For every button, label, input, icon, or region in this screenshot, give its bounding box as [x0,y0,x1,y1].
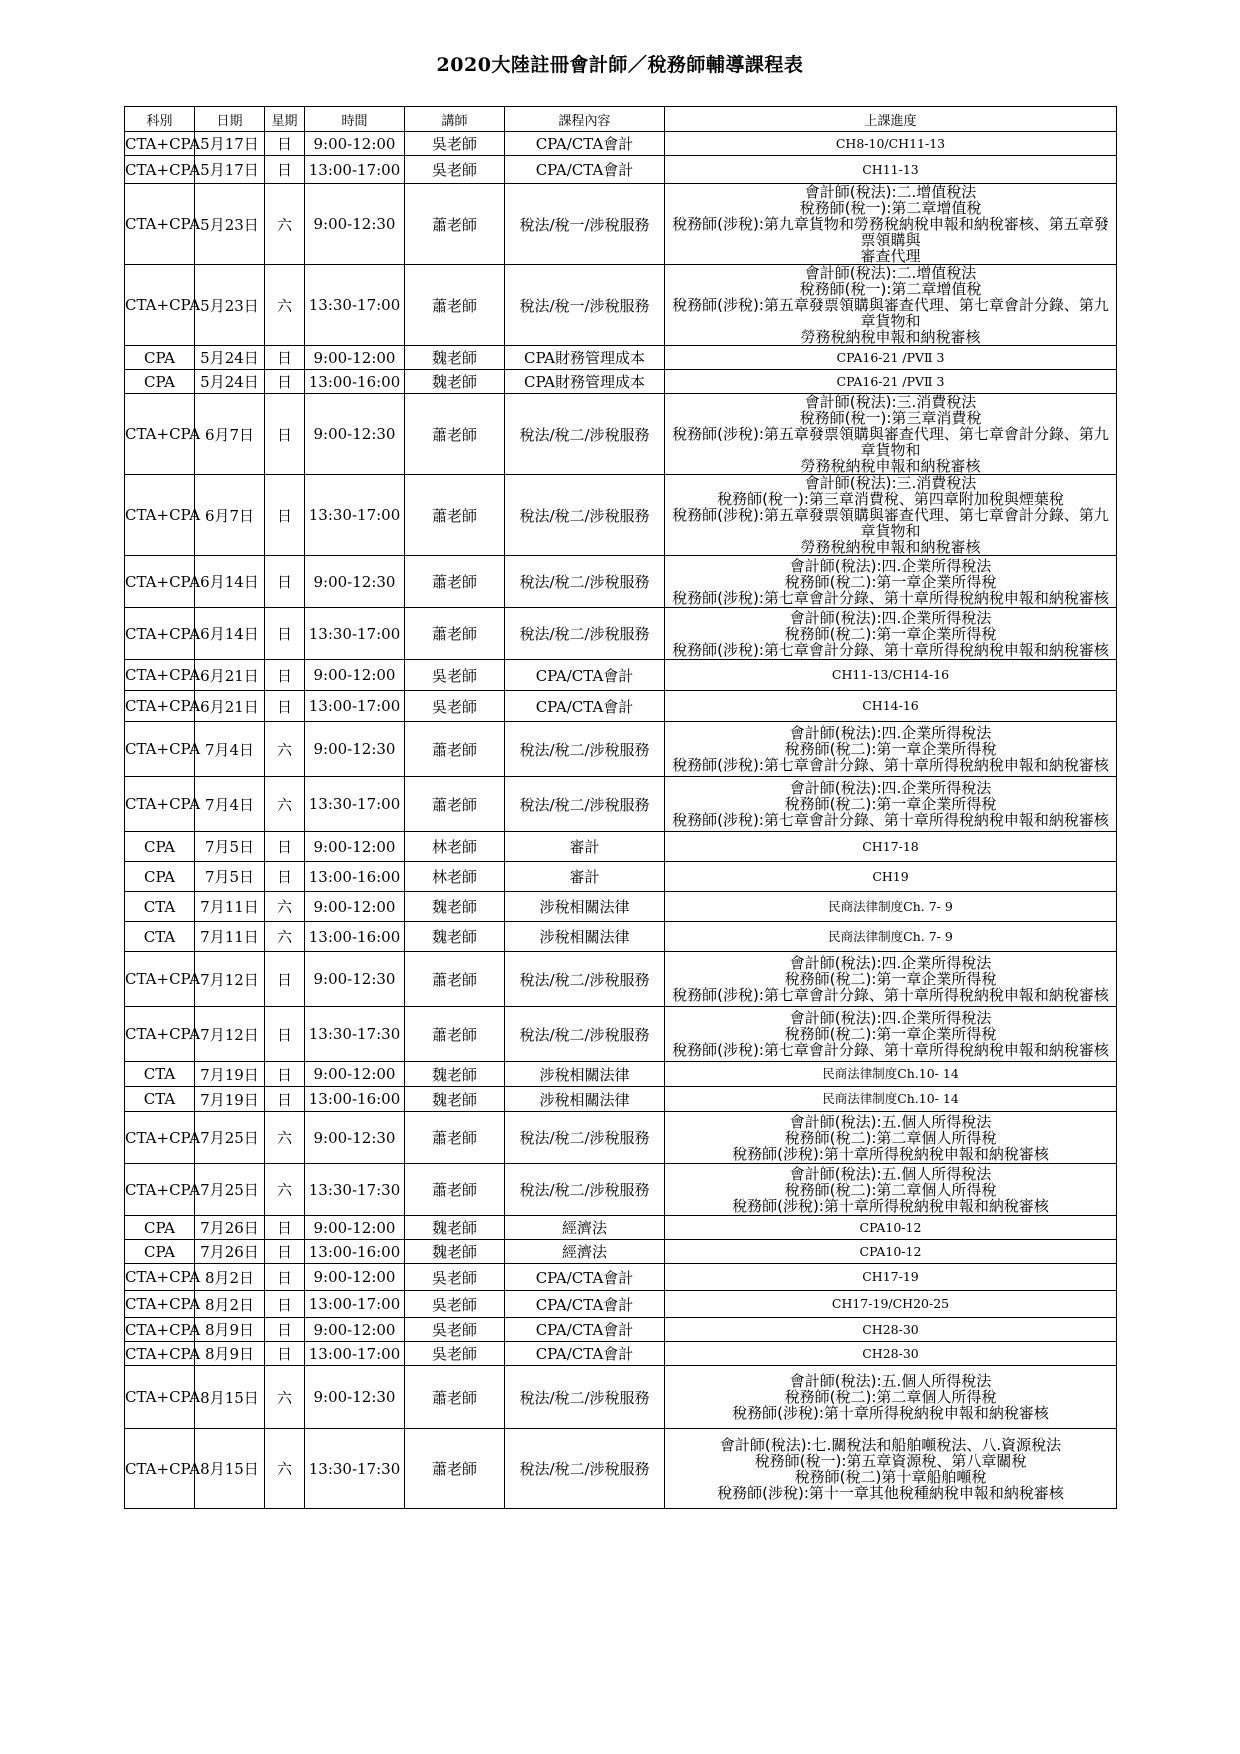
cell-time: 13:30-17:30 [305,1007,405,1062]
cell-weekday: 日 [265,862,305,892]
cell-date: 5月23日 [195,265,265,346]
cell-course: 稅法/稅二/涉稅服務 [505,394,665,475]
table-row [125,346,1117,370]
cell-date: 7月4日 [195,722,265,777]
cell-time: 13:00-17:00 [305,691,405,722]
cell-teacher: 魏老師 [405,346,505,370]
cell-course: 稅法/稅二/涉稅服務 [505,722,665,777]
cell-teacher: 蕭老師 [405,394,505,475]
cell-course: 涉稅相關法律 [505,1087,665,1112]
cell-teacher: 蕭老師 [405,1429,505,1509]
cell-course: CPA/CTA會計 [505,156,665,184]
cell-progress: 會計師(稅法):四.企業所得稅法 稅務師(稅二):第一章企業所得稅 稅務師(涉稅):第七章會計分錄、第十章所得稅納稅申報和納稅審核 [665,1007,1117,1062]
cell-date: 7月12日 [195,952,265,1007]
cell-date: 7月19日 [195,1087,265,1112]
cell-date: 5月24日 [195,370,265,394]
cell-weekday: 日 [265,1264,305,1291]
cell-course: 稅法/稅二/涉稅服務 [505,1007,665,1062]
cell-progress: CPA10-12 [665,1216,1117,1240]
cell-date: 7月5日 [195,862,265,892]
cell-weekday: 日 [265,1291,305,1318]
cell-subject: CTA+CPA [125,608,195,660]
cell-course: 稅法/稅二/涉稅服務 [505,777,665,832]
cell-subject: CPA [125,1216,195,1240]
cell-teacher: 魏老師 [405,1087,505,1112]
table-row [125,556,1117,608]
cell-weekday: 六 [265,265,305,346]
cell-teacher: 魏老師 [405,1062,505,1087]
cell-progress: 會計師(稅法):四.企業所得稅法 稅務師(稅二):第一章企業所得稅 稅務師(涉稅):第七章會計分錄、第十章所得稅納稅申報和納稅審核 [665,722,1117,777]
cell-course: 涉稅相關法律 [505,892,665,922]
cell-subject: CTA+CPA [125,660,195,691]
cell-progress: CPA10-12 [665,1240,1117,1264]
cell-teacher: 蕭老師 [405,608,505,660]
header-weekday: 星期 [265,107,305,132]
cell-subject: CTA+CPA [125,1112,195,1164]
cell-time: 13:30-17:00 [305,265,405,346]
cell-subject: CTA+CPA [125,1429,195,1509]
table-row [125,1087,1117,1112]
cell-date: 8月2日 [195,1291,265,1318]
cell-teacher: 魏老師 [405,1216,505,1240]
cell-date: 7月11日 [195,892,265,922]
cell-subject: CTA+CPA [125,556,195,608]
cell-time: 9:00-12:30 [305,184,405,265]
cell-date: 6月7日 [195,475,265,556]
cell-course: 審計 [505,832,665,862]
table-row [125,265,1117,346]
cell-time: 13:00-17:00 [305,156,405,184]
cell-course: 審計 [505,862,665,892]
cell-weekday: 六 [265,1366,305,1429]
cell-teacher: 吳老師 [405,1264,505,1291]
table-row [125,1264,1117,1291]
cell-weekday: 日 [265,475,305,556]
cell-teacher: 蕭老師 [405,184,505,265]
cell-weekday: 日 [265,1318,305,1342]
cell-time: 9:00-12:00 [305,1318,405,1342]
cell-progress: CH17-19/CH20-25 [665,1291,1117,1318]
cell-subject: CTA+CPA [125,156,195,184]
cell-time: 9:00-12:30 [305,952,405,1007]
cell-date: 6月7日 [195,394,265,475]
table-row [125,952,1117,1007]
cell-subject: CTA [125,1062,195,1087]
cell-date: 5月24日 [195,346,265,370]
cell-time: 9:00-12:30 [305,1112,405,1164]
cell-subject: CPA [125,1240,195,1264]
cell-subject: CTA+CPA [125,1007,195,1062]
cell-time: 13:00-16:00 [305,1087,405,1112]
page-title: 2020大陸註冊會計師／稅務師輔導課程表 [436,54,804,76]
cell-date: 6月21日 [195,660,265,691]
cell-course: 稅法/稅一/涉稅服務 [505,184,665,265]
cell-time: 13:30-17:30 [305,1164,405,1216]
cell-progress: 民商法律制度Ch. 7- 9 [665,892,1117,922]
cell-subject: CTA [125,922,195,952]
cell-subject: CTA+CPA [125,722,195,777]
cell-teacher: 魏老師 [405,922,505,952]
cell-weekday: 日 [265,952,305,1007]
cell-time: 13:30-17:00 [305,475,405,556]
table-row [125,1062,1117,1087]
cell-date: 7月11日 [195,922,265,952]
cell-subject: CTA [125,1087,195,1112]
cell-weekday: 六 [265,1164,305,1216]
cell-progress: CH11-13/CH14-16 [665,660,1117,691]
cell-weekday: 日 [265,394,305,475]
cell-time: 9:00-12:00 [305,346,405,370]
cell-weekday: 日 [265,1216,305,1240]
cell-time: 9:00-12:00 [305,132,405,156]
cell-teacher: 蕭老師 [405,722,505,777]
cell-course: CPA/CTA會計 [505,1291,665,1318]
cell-progress: 會計師(稅法):五.個人所得稅法 稅務師(稅二):第二章個人所得稅 稅務師(涉稅):第十章所得稅納稅申報和納稅審核 [665,1366,1117,1429]
cell-time: 13:00-16:00 [305,1240,405,1264]
cell-time: 9:00-12:00 [305,832,405,862]
cell-weekday: 日 [265,1062,305,1087]
cell-subject: CTA+CPA [125,394,195,475]
table-row [125,1291,1117,1318]
header-date: 日期 [195,107,265,132]
cell-course: 經濟法 [505,1216,665,1240]
cell-weekday: 日 [265,691,305,722]
cell-subject: CPA [125,370,195,394]
cell-time: 13:30-17:00 [305,777,405,832]
cell-time: 9:00-12:00 [305,1062,405,1087]
cell-subject: CTA+CPA [125,691,195,722]
cell-teacher: 吳老師 [405,156,505,184]
cell-course: CPA/CTA會計 [505,1318,665,1342]
cell-subject: CTA+CPA [125,1366,195,1429]
cell-weekday: 日 [265,132,305,156]
table-row [125,922,1117,952]
table-row [125,370,1117,394]
table-row [125,722,1117,777]
cell-date: 8月2日 [195,1264,265,1291]
cell-progress: CPA16-21 /PVⅡ 3 [665,370,1117,394]
cell-time: 13:00-16:00 [305,922,405,952]
cell-course: CPA/CTA會計 [505,691,665,722]
schedule-body [125,132,1117,1509]
cell-time: 9:00-12:30 [305,1366,405,1429]
table-row [125,892,1117,922]
cell-weekday: 六 [265,722,305,777]
header-time: 時間 [305,107,405,132]
cell-progress: 民商法律制度Ch.10- 14 [665,1087,1117,1112]
cell-date: 7月26日 [195,1240,265,1264]
cell-teacher: 吳老師 [405,691,505,722]
header-course: 課程內容 [505,107,665,132]
cell-teacher: 蕭老師 [405,556,505,608]
cell-progress: 會計師(稅法):五.個人所得稅法 稅務師(稅二):第二章個人所得稅 稅務師(涉稅):第十章所得稅納稅申報和納稅審核 [665,1164,1117,1216]
table-row [125,832,1117,862]
cell-course: CPA財務管理成本 [505,370,665,394]
cell-date: 7月25日 [195,1112,265,1164]
cell-weekday: 六 [265,184,305,265]
schedule-table [124,106,1117,1509]
cell-progress: 民商法律制度Ch. 7- 9 [665,922,1117,952]
header-teacher: 講師 [405,107,505,132]
table-row [125,394,1117,475]
table-row [125,1240,1117,1264]
cell-course: CPA/CTA會計 [505,1264,665,1291]
cell-subject: CTA+CPA [125,1164,195,1216]
cell-course: CPA/CTA會計 [505,132,665,156]
cell-course: 稅法/稅二/涉稅服務 [505,1112,665,1164]
cell-course: CPA/CTA會計 [505,1342,665,1366]
cell-weekday: 日 [265,1342,305,1366]
header-row [125,107,1117,132]
cell-time: 9:00-12:30 [305,394,405,475]
cell-teacher: 蕭老師 [405,1164,505,1216]
cell-date: 7月26日 [195,1216,265,1240]
cell-subject: CTA+CPA [125,1291,195,1318]
cell-weekday: 六 [265,1112,305,1164]
cell-course: 稅法/稅一/涉稅服務 [505,265,665,346]
cell-teacher: 魏老師 [405,1240,505,1264]
table-row [125,1342,1117,1366]
cell-subject: CPA [125,346,195,370]
cell-teacher: 蕭老師 [405,952,505,1007]
table-row [125,1112,1117,1164]
cell-subject: CTA+CPA [125,1318,195,1342]
cell-course: 稅法/稅二/涉稅服務 [505,952,665,1007]
cell-date: 7月25日 [195,1164,265,1216]
cell-weekday: 六 [265,777,305,832]
cell-date: 5月23日 [195,184,265,265]
cell-progress: 會計師(稅法):四.企業所得稅法 稅務師(稅二):第一章企業所得稅 稅務師(涉稅):第七章會計分錄、第十章所得稅納稅申報和納稅審核 [665,608,1117,660]
cell-progress: 民商法律制度Ch.10- 14 [665,1062,1117,1087]
cell-time: 9:00-12:00 [305,1264,405,1291]
table-row [125,777,1117,832]
cell-course: 稅法/稅二/涉稅服務 [505,1429,665,1509]
cell-date: 8月15日 [195,1429,265,1509]
cell-subject: CPA [125,862,195,892]
cell-time: 13:30-17:00 [305,608,405,660]
cell-progress: CH19 [665,862,1117,892]
cell-time: 9:00-12:00 [305,892,405,922]
cell-progress: 會計師(稅法):七.關稅法和船舶噸稅法、八.資源稅法 稅務師(稅一):第五章資源稅、第八章關稅 稅務師(稅二)第十章船舶噸稅 稅務師(涉稅):第十一章其他稅種納稅申報和納稅審核 [665,1429,1117,1509]
cell-teacher: 蕭老師 [405,265,505,346]
cell-weekday: 日 [265,1240,305,1264]
cell-date: 6月14日 [195,556,265,608]
cell-date: 6月14日 [195,608,265,660]
cell-time: 9:00-12:30 [305,556,405,608]
cell-time: 13:00-16:00 [305,370,405,394]
cell-weekday: 日 [265,156,305,184]
cell-progress: CH14-16 [665,691,1117,722]
header-subject: 科別 [125,107,195,132]
cell-weekday: 日 [265,660,305,691]
table-row [125,660,1117,691]
cell-weekday: 日 [265,1007,305,1062]
cell-time: 13:30-17:30 [305,1429,405,1509]
cell-progress: CPA16-21 /PVⅡ 3 [665,346,1117,370]
cell-teacher: 吳老師 [405,1342,505,1366]
cell-teacher: 吳老師 [405,1318,505,1342]
cell-time: 13:00-16:00 [305,862,405,892]
cell-course: 涉稅相關法律 [505,1062,665,1087]
cell-teacher: 蕭老師 [405,777,505,832]
cell-course: 稅法/稅二/涉稅服務 [505,556,665,608]
cell-weekday: 日 [265,370,305,394]
cell-progress: CH8-10/CH11-13 [665,132,1117,156]
table-row [125,1216,1117,1240]
cell-date: 8月9日 [195,1342,265,1366]
cell-subject: CPA [125,832,195,862]
cell-progress: 會計師(稅法):二.增值稅法 稅務師(稅一):第二章增值稅 稅務師(涉稅):第五章發票領購與審查代理、第七章會計分錄、第九章貨物和 勞務稅納稅申報和納稅審核 [665,265,1117,346]
cell-date: 8月9日 [195,1318,265,1342]
table-row [125,475,1117,556]
table-row [125,1164,1117,1216]
cell-teacher: 蕭老師 [405,475,505,556]
cell-weekday: 日 [265,346,305,370]
cell-progress: 會計師(稅法):四.企業所得稅法 稅務師(稅二):第一章企業所得稅 稅務師(涉稅):第七章會計分錄、第十章所得稅納稅申報和納稅審核 [665,777,1117,832]
cell-teacher: 吳老師 [405,660,505,691]
cell-teacher: 林老師 [405,862,505,892]
cell-teacher: 吳老師 [405,132,505,156]
cell-date: 7月5日 [195,832,265,862]
cell-progress: 會計師(稅法):二.增值稅法 稅務師(稅一):第二章增值稅 稅務師(涉稅):第九章貨物和勞務稅納稅申報和納稅審核、第五章發票領購與 審查代理 [665,184,1117,265]
cell-weekday: 日 [265,832,305,862]
cell-progress: CH11-13 [665,156,1117,184]
cell-progress: CH17-19 [665,1264,1117,1291]
cell-weekday: 日 [265,556,305,608]
table-row [125,608,1117,660]
cell-teacher: 林老師 [405,832,505,862]
cell-time: 13:00-17:00 [305,1342,405,1366]
cell-weekday: 日 [265,608,305,660]
cell-subject: CTA+CPA [125,777,195,832]
cell-course: CPA財務管理成本 [505,346,665,370]
cell-course: 稅法/稅二/涉稅服務 [505,475,665,556]
cell-time: 13:00-17:00 [305,1291,405,1318]
cell-time: 9:00-12:00 [305,1216,405,1240]
cell-teacher: 吳老師 [405,1291,505,1318]
table-row [125,1007,1117,1062]
cell-subject: CTA+CPA [125,1264,195,1291]
header-progress: 上課進度 [665,107,1117,132]
cell-progress: CH17-18 [665,832,1117,862]
cell-date: 5月17日 [195,132,265,156]
cell-teacher: 魏老師 [405,892,505,922]
cell-date: 7月4日 [195,777,265,832]
cell-progress: 會計師(稅法):三.消費稅法 稅務師(稅一):第三章消費稅 稅務師(涉稅):第五章發票領購與審查代理、第七章會計分錄、第九章貨物和 勞務稅納稅申報和納稅審核 [665,394,1117,475]
cell-subject: CTA+CPA [125,265,195,346]
table-row [125,156,1117,184]
cell-date: 5月17日 [195,156,265,184]
cell-weekday: 日 [265,1087,305,1112]
table-row [125,862,1117,892]
cell-progress: 會計師(稅法):三.消費稅法 稅務師(稅一):第三章消費稅、第四章附加稅與煙葉稅 稅務師(涉稅):第五章發票領購與審查代理、第七章會計分錄、第九章貨物和 勞務稅納稅申報和納稅審核 [665,475,1117,556]
cell-time: 9:00-12:00 [305,660,405,691]
cell-time: 9:00-12:30 [305,722,405,777]
cell-date: 7月12日 [195,1007,265,1062]
cell-teacher: 蕭老師 [405,1366,505,1429]
cell-progress: 會計師(稅法):四.企業所得稅法 稅務師(稅二):第一章企業所得稅 稅務師(涉稅):第七章會計分錄、第十章所得稅納稅申報和納稅審核 [665,556,1117,608]
cell-weekday: 六 [265,922,305,952]
table-row [125,1429,1117,1509]
cell-subject: CTA+CPA [125,132,195,156]
cell-subject: CTA+CPA [125,1342,195,1366]
cell-subject: CTA+CPA [125,475,195,556]
cell-progress: 會計師(稅法):四.企業所得稅法 稅務師(稅二):第一章企業所得稅 稅務師(涉稅):第七章會計分錄、第十章所得稅納稅申報和納稅審核 [665,952,1117,1007]
table-row [125,1318,1117,1342]
cell-course: 涉稅相關法律 [505,922,665,952]
cell-course: 稅法/稅二/涉稅服務 [505,1366,665,1429]
cell-course: 稅法/稅二/涉稅服務 [505,1164,665,1216]
cell-progress: 會計師(稅法):五.個人所得稅法 稅務師(稅二):第二章個人所得稅 稅務師(涉稅):第十章所得稅納稅申報和納稅審核 [665,1112,1117,1164]
table-row [125,691,1117,722]
cell-course: CPA/CTA會計 [505,660,665,691]
cell-weekday: 六 [265,892,305,922]
cell-progress: CH28-30 [665,1342,1117,1366]
cell-teacher: 魏老師 [405,370,505,394]
table-row [125,184,1117,265]
cell-subject: CTA+CPA [125,952,195,1007]
cell-date: 8月15日 [195,1366,265,1429]
cell-subject: CTA [125,892,195,922]
cell-date: 7月19日 [195,1062,265,1087]
cell-course: 經濟法 [505,1240,665,1264]
table-row [125,1366,1117,1429]
cell-weekday: 六 [265,1429,305,1509]
cell-date: 6月21日 [195,691,265,722]
cell-teacher: 蕭老師 [405,1112,505,1164]
table-row [125,132,1117,156]
cell-progress: CH28-30 [665,1318,1117,1342]
cell-teacher: 蕭老師 [405,1007,505,1062]
cell-course: 稅法/稅二/涉稅服務 [505,608,665,660]
cell-subject: CTA+CPA [125,184,195,265]
